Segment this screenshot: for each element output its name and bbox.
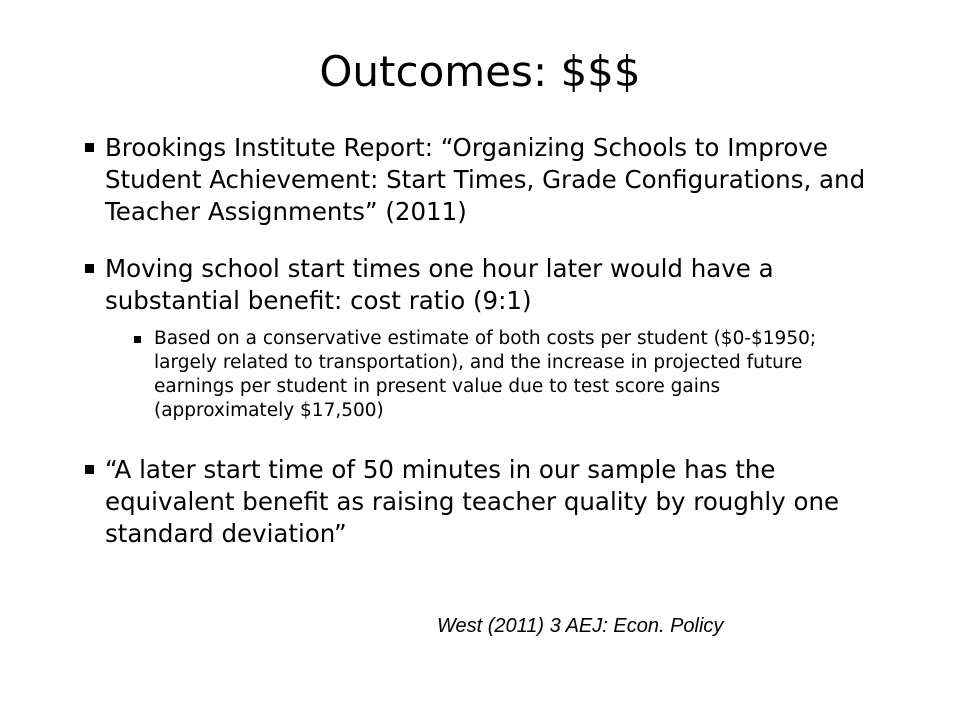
slide-title: Outcomes: $$$ (319, 47, 641, 96)
bullet-text: Brookings Institute Report: “Organizing Schools to Improve Student Achievement: Start Times, Grade Configurations, and Teacher Assignments” (2011) (105, 133, 866, 226)
bullet-start-time-benefit (85, 253, 885, 317)
square-bullet-icon (85, 132, 105, 228)
sub-bullet-cost-estimate (134, 327, 864, 423)
bullet-text: “A later start time of 50 minutes in our sample has the equivalent benefit as raising teacher quality by roughly one standard deviation” (105, 455, 840, 548)
citation: West (2011) 3 AEJ: Econ. Policy (437, 615, 724, 637)
square-bullet-icon (85, 253, 105, 317)
bullet-brookings-report (85, 132, 885, 228)
sub-bullet-text: Based on a conservative estimate of both costs per student ($0-$1950; largely related to transportation), and the increase in projected future earnings per student in present value due to test score gains (approximately $17,500) (154, 328, 817, 421)
square-bullet-icon (85, 454, 105, 550)
bullet-quote (85, 454, 885, 550)
bullet-text: Moving school start times one hour later would have a substantial benefit: cost ratio (9:1) (105, 254, 774, 315)
square-bullet-icon (134, 327, 154, 423)
